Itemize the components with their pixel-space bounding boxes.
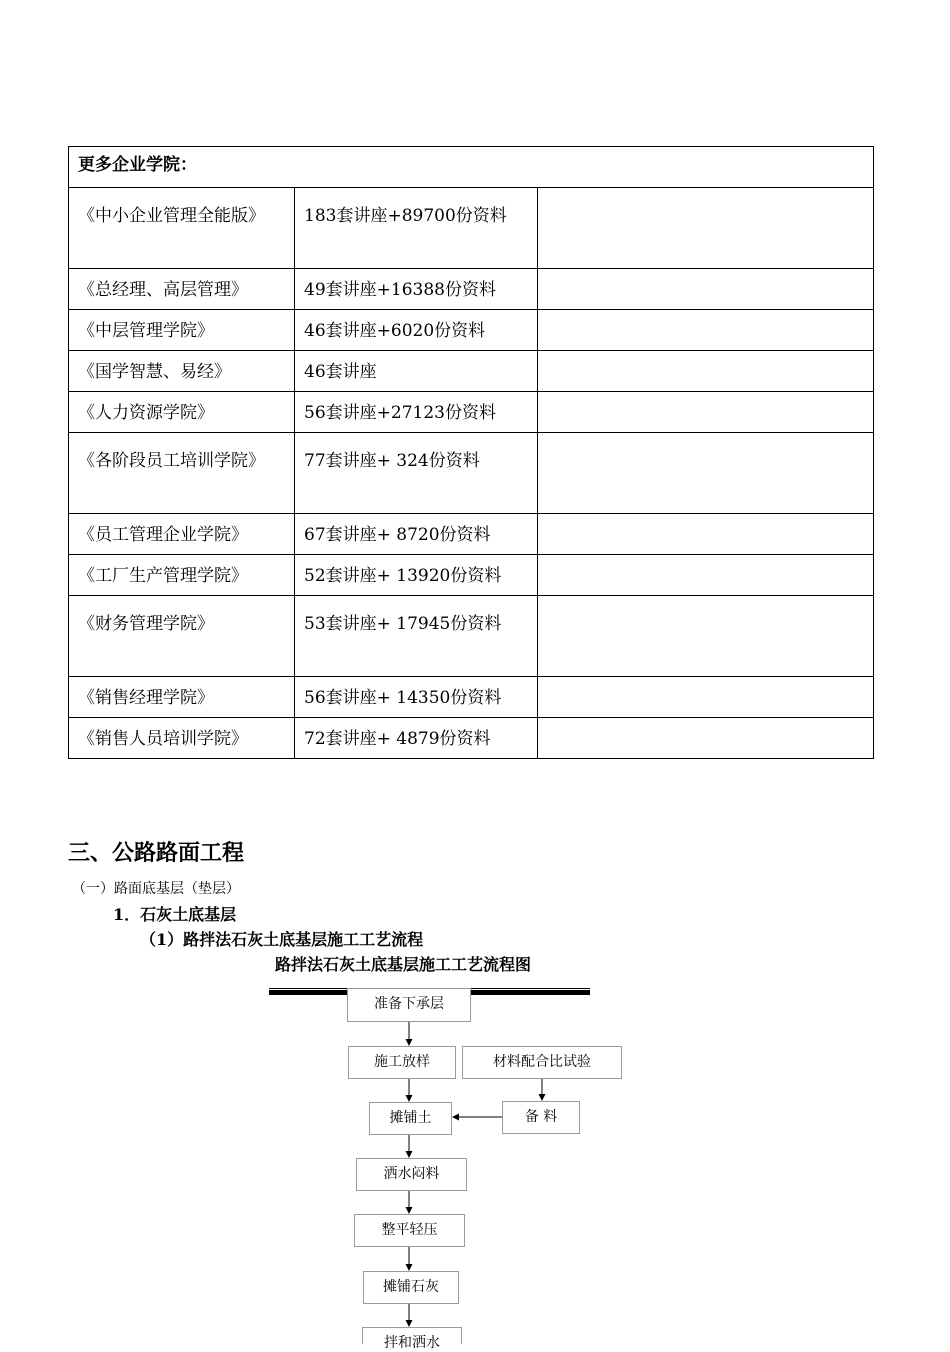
flow-step-water-soak: 洒水闷料: [356, 1158, 467, 1191]
college-resources: 49套讲座+16388份资料: [295, 269, 538, 310]
college-resources: 67套讲座+ 8720份资料: [295, 514, 538, 555]
college-name: 《各阶段员工培训学院》: [69, 433, 295, 514]
subsection-heading: （一）路面底基层（垫层）: [72, 881, 240, 897]
college-resources: 52套讲座+ 13920份资料: [295, 555, 538, 596]
flow-step-spread-lime: 摊铺石灰: [363, 1271, 459, 1304]
flow-step-level-press: 整平轻压: [354, 1214, 465, 1247]
college-resources: 77套讲座+ 324份资料: [295, 433, 538, 514]
flowchart-title: 路拌法石灰土底基层施工工艺流程图: [275, 955, 532, 974]
college-resources: 56套讲座+ 14350份资料: [295, 677, 538, 718]
college-name: 《人力资源学院》: [69, 392, 295, 433]
section-heading: 三、公路路面工程: [68, 841, 245, 866]
flow-step-mix-water: 拌和洒水: [362, 1327, 462, 1344]
college-name: 《中层管理学院》: [69, 310, 295, 351]
item-heading: 1．石灰土底基层: [113, 905, 237, 924]
college-resources: 53套讲座+ 17945份资料: [295, 596, 538, 677]
flow-step-materials: 备 料: [502, 1101, 580, 1134]
college-name: 《销售人员培训学院》: [69, 718, 295, 759]
college-name: 《中小企业管理全能版》: [69, 188, 295, 269]
subitem-heading: （1）路拌法石灰土底基层施工工艺流程: [140, 930, 424, 949]
college-resources: 72套讲座+ 4879份资料: [295, 718, 538, 759]
college-name: 《国学智慧、易经》: [69, 351, 295, 392]
flow-step-prepare-base: 准备下承层: [347, 988, 471, 1022]
college-name: 《总经理、高层管理》: [69, 269, 295, 310]
college-name: 《员工管理企业学院》: [69, 514, 295, 555]
college-name: 《销售经理学院》: [69, 677, 295, 718]
college-resources: 46套讲座: [295, 351, 538, 392]
college-resources: 183套讲座+89700份资料: [295, 188, 538, 269]
flow-step-layout: 施工放样: [348, 1046, 456, 1079]
flow-step-spread-soil: 摊铺土: [369, 1102, 452, 1135]
flow-step-mix-test: 材料配合比试验: [462, 1046, 622, 1079]
table-header: 更多企业学院：: [69, 147, 874, 188]
college-name: 《工厂生产管理学院》: [69, 555, 295, 596]
college-name: 《财务管理学院》: [69, 596, 295, 677]
college-resources: 46套讲座+6020份资料: [295, 310, 538, 351]
college-resources: 56套讲座+27123份资料: [295, 392, 538, 433]
